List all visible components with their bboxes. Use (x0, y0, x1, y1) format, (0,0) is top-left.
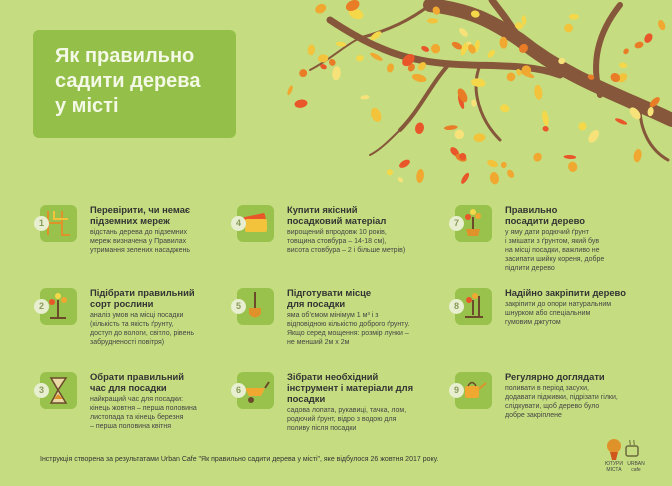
leaf (521, 15, 526, 25)
leaf (420, 45, 430, 53)
step-number: 9 (449, 383, 464, 398)
step-title: Підібрати правильний сорт рослини (90, 287, 195, 309)
step-description: відстань дерева до підземних мереж визначена у Правилах утримання зелених насаджень (90, 229, 190, 254)
leaf (458, 27, 470, 39)
leaf (567, 161, 578, 173)
footer-note: Інструкція створена за результатами Urban Cafe "Як правильно садити дерева у місті", яке відбулося 26 жовтня 2017 року. (40, 456, 439, 463)
step-title: Регулярно доглядати (505, 371, 605, 382)
step-number: 1 (34, 216, 49, 231)
leaf (533, 84, 543, 100)
leaf (332, 66, 342, 81)
leaf (356, 54, 365, 62)
leaf (294, 99, 308, 109)
page-title: Як правильно садити дерева у місті (55, 45, 201, 117)
leaf (298, 68, 309, 79)
step-number: 8 (449, 299, 464, 314)
step-title: Перевірити, чи немає підземних мереж (90, 204, 191, 226)
step-title: Купити якісний посадковий матеріал (287, 204, 387, 226)
leaf (430, 43, 441, 54)
leaf (489, 171, 500, 185)
step-description: у яму дати родючий ґрунт і змішати з ґрунтом, який був на місці посадки, важливо не засипати шийку кореня, добре підлити дерево (505, 229, 605, 272)
leaf (505, 71, 517, 83)
leaf (542, 125, 550, 132)
leaf (486, 49, 496, 60)
leaf (314, 2, 328, 15)
leaf (614, 117, 628, 126)
leaf (360, 95, 370, 100)
step-description: садова лопата, рукавиці, тачка, лом, родючий ґрунт, відро з водою для поливу після посадки (287, 407, 407, 432)
leaf (619, 62, 628, 69)
leaf (643, 32, 655, 45)
step-description: найкращий час для посадки: кінець жовтня – перша половина листопада та кінець березня – перша половина квітня (90, 396, 197, 430)
leaf (415, 168, 424, 183)
step-number: 7 (449, 216, 464, 231)
leaf (657, 19, 667, 31)
step-description: яма об’ємом мінімум 1 м³ і з відповідною кількістю доброго ґрунту. Якщо серед мощення: розмір лунки – не менший 2м х 2м (287, 312, 410, 346)
step-number: 5 (231, 299, 246, 314)
leaf (369, 51, 384, 62)
urban-cafe-logo-text: URBAN cafe (627, 461, 645, 473)
step-number: 2 (34, 299, 49, 314)
title-box (33, 30, 236, 138)
leaf (411, 72, 427, 83)
leaf (532, 151, 544, 163)
leaf (634, 41, 644, 50)
step-description: поливати в період засухи, додавати підживки, підрізати гілки, слідкувати, щоб дерево було добре закріплене (505, 385, 618, 419)
leaf (564, 155, 577, 160)
leaf (633, 148, 643, 163)
leaf (453, 128, 466, 141)
leaf (397, 176, 404, 183)
leaf (470, 77, 486, 88)
step-number: 4 (231, 216, 246, 231)
leaf (586, 128, 601, 145)
step-description: вирощений впродовж 10 років, товщина стовбура – 14-18 см), висота стовбура – 2 і більше метрів) (287, 229, 406, 254)
leaf (317, 54, 328, 63)
step-number: 6 (231, 383, 246, 398)
leaf (577, 121, 587, 132)
step-title: Надійно закріпити дерево (505, 287, 626, 298)
step-title: Зібрати необхідний інструмент і матеріали для посадки (287, 371, 414, 404)
leaf (414, 122, 425, 135)
step-title: Обрати правильний час для посадки (90, 371, 185, 393)
leaf (499, 103, 510, 113)
leaf (307, 44, 315, 56)
leaf (444, 125, 458, 131)
leaf (541, 110, 550, 126)
step-title: Підготувати місце для посадки (287, 287, 372, 309)
lion-logo-text: ЮТУРИ МІСТА (605, 461, 623, 473)
leaf (622, 47, 630, 55)
leaf (500, 161, 508, 169)
step-description: аналіз умов на місці посадки (кількість та якість ґрунту, доступ до вологи, світло, рівень забрудненості повітря) (90, 312, 194, 346)
leaf (569, 14, 579, 20)
leaf (563, 22, 575, 34)
leaf (369, 106, 383, 123)
leaf (427, 18, 438, 24)
leaf (386, 63, 395, 74)
leaf (398, 158, 412, 170)
leaf (456, 87, 470, 104)
leaf (460, 172, 471, 185)
leaf (386, 169, 394, 176)
leaf (506, 168, 516, 179)
leaf (473, 133, 486, 143)
step-title: Правильно посадити дерево (505, 204, 585, 226)
leaf (286, 85, 294, 96)
step-description: закріпити до опори натуральним шнурком або спеціальним гумовим джгутом (505, 301, 612, 326)
step-number: 3 (34, 383, 49, 398)
leaf (486, 158, 499, 168)
